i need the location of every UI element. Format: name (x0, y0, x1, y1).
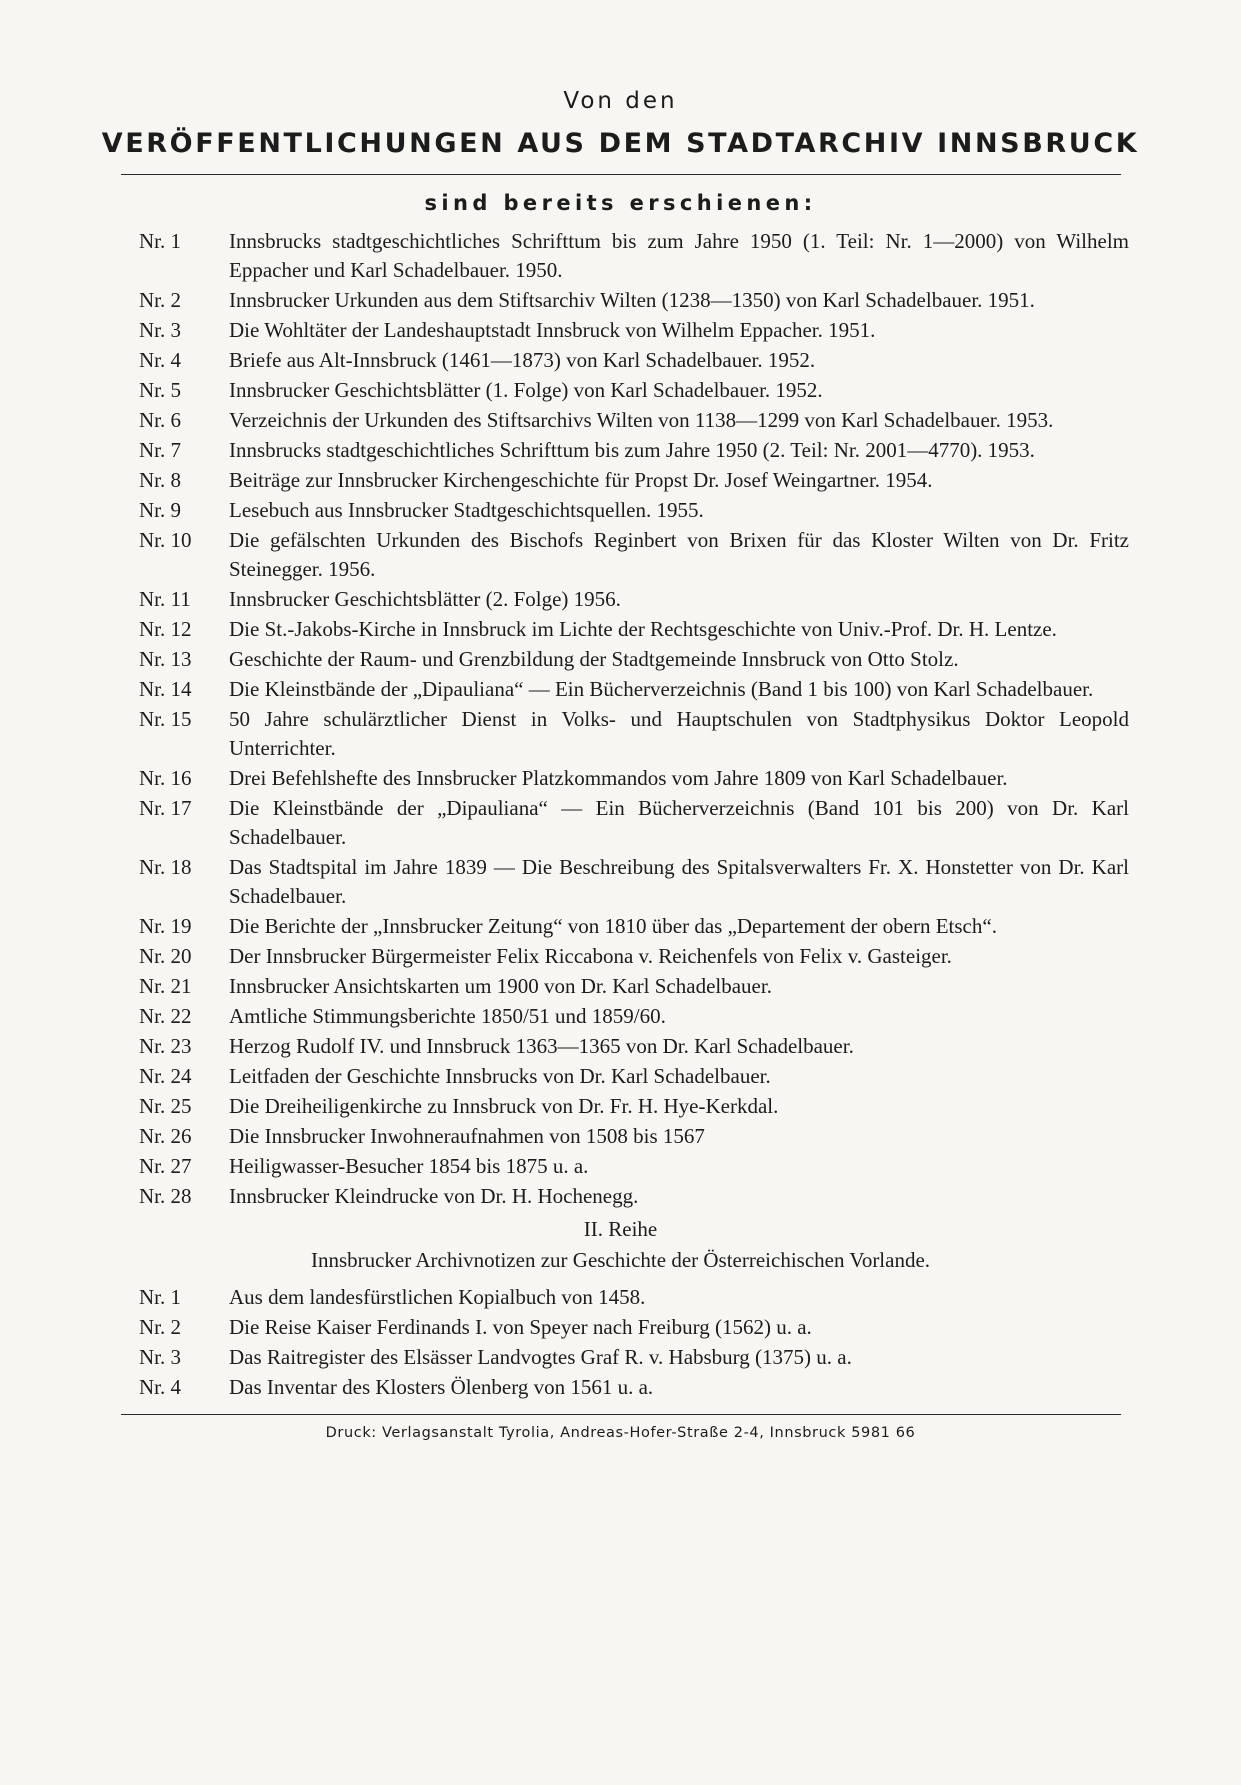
list-item (139, 1182, 1129, 1211)
entry-title: Die Reise Kaiser Ferdinands I. von Speyer nach Freiburg (1562) u. a. (229, 1315, 812, 1339)
entry-number: Nr. 24 (139, 1064, 192, 1088)
list-item (139, 764, 1129, 793)
list-item (139, 585, 1129, 614)
list-item (139, 1373, 1129, 1402)
entry-number: Nr. 1 (139, 229, 181, 253)
entry-number: Nr. 4 (139, 1375, 181, 1399)
entry-title: Heiligwasser-Besucher 1854 bis 1875 u. a. (229, 1154, 589, 1178)
entry-number: Nr. 23 (139, 1034, 192, 1058)
entry-number: Nr. 20 (139, 944, 192, 968)
list-item (139, 376, 1129, 405)
entry-number: Nr. 27 (139, 1154, 192, 1178)
entry-number: Nr. 28 (139, 1184, 192, 1208)
entry-number: Nr. 9 (139, 498, 181, 522)
list-item (139, 1343, 1129, 1372)
list-item (139, 675, 1129, 704)
list-item (139, 1002, 1129, 1031)
series-2-subheading: Innsbrucker Archivnotizen zur Geschichte der Österreichischen Vorlande. (310, 1248, 931, 1272)
entry-title: Innsbrucker Ansichtskarten um 1900 von Dr. Karl Schadelbauer. (229, 974, 772, 998)
entry-number: Nr. 12 (139, 617, 192, 641)
entry-title: Das Inventar des Klosters Ölenberg von 1561 u. a. (229, 1375, 654, 1399)
entry-title: Die St.-Jakobs-Kirche in Innsbruck im Lichte der Rechtsgeschichte von Univ.-Prof. Dr. H. Lentze. (229, 617, 1057, 641)
entry-title: Innsbrucks stadtgeschichtliches Schrifttum bis zum Jahre 1950 (2. Teil: Nr. 2001—4770). 1953. (229, 438, 1035, 462)
list-item (139, 615, 1129, 644)
entry-title: Die Berichte der „Innsbrucker Zeitung“ von 1810 über das „Departement der obern Etsch“. (229, 914, 997, 938)
list-item (139, 496, 1129, 525)
list-item (139, 227, 1129, 285)
entry-title: Lesebuch aus Innsbrucker Stadtgeschichtsquellen. 1955. (229, 498, 704, 522)
list-item (139, 645, 1129, 674)
entry-title: Beiträge zur Innsbrucker Kirchengeschichte für Propst Dr. Josef Weingartner. 1954. (229, 468, 933, 492)
entry-number: Nr. 19 (139, 914, 192, 938)
page-title: VERÖFFENTLICHUNGEN AUS DEM STADTARCHIV INNSBRUCK (101, 128, 1140, 159)
list-item (139, 346, 1129, 375)
entry-title: Drei Befehlshefte des Innsbrucker Platzkommandos vom Jahre 1809 von Karl Schadelbauer. (229, 766, 1008, 790)
entry-number: Nr. 2 (139, 288, 181, 312)
entry-number: Nr. 8 (139, 468, 181, 492)
bottom-divider (121, 1414, 1121, 1415)
pretitle: Von den (563, 88, 678, 114)
entry-title: Innsbrucker Geschichtsblätter (2. Folge) 1956. (229, 587, 621, 611)
entry-title: Aus dem landesfürstlichen Kopialbuch von 1458. (229, 1285, 646, 1309)
entry-title: 50 Jahre schulärztlicher Dienst in Volks- und Hauptschulen von Stadtphysikus Doktor Leopold Unterrichter. (229, 707, 1129, 760)
list-item (139, 912, 1129, 941)
entry-title: Geschichte der Raum- und Grenzbildung der Stadtgemeinde Innsbruck von Otto Stolz. (229, 647, 959, 671)
list-item (139, 1152, 1129, 1181)
entry-number: Nr. 5 (139, 378, 181, 402)
list-item (139, 436, 1129, 465)
entry-number: Nr. 4 (139, 348, 181, 372)
entry-title: Das Stadtspital im Jahre 1839 — Die Beschreibung des Spitalsverwalters Fr. X. Honstetter von Dr. Karl Schadelbauer. (229, 855, 1129, 908)
entry-number: Nr. 21 (139, 974, 192, 998)
entry-title: Leitfaden der Geschichte Innsbrucks von Dr. Karl Schadelbauer. (229, 1064, 771, 1088)
entry-number: Nr. 14 (139, 677, 192, 701)
list-item (139, 1032, 1129, 1061)
entry-number: Nr. 16 (139, 766, 192, 790)
entry-title: Die Kleinstbände der „Dipauliana“ — Ein Bücherverzeichnis (Band 1 bis 100) von Karl Schadelbauer. (229, 677, 1094, 701)
entry-title: Briefe aus Alt-Innsbruck (1461—1873) von Karl Schadelbauer. 1952. (229, 348, 816, 372)
entry-title: Die Innsbrucker Inwohneraufnahmen von 1508 bis 1567 (229, 1124, 705, 1148)
entry-number: Nr. 6 (139, 408, 181, 432)
entry-title: Der Innsbrucker Bürgermeister Felix Riccabona v. Reichenfels von Felix v. Gasteiger. (229, 944, 952, 968)
entry-number: Nr. 3 (139, 318, 181, 342)
series-2-list (139, 1283, 1129, 1402)
entry-number: Nr. 10 (139, 528, 192, 552)
entry-number: Nr. 18 (139, 855, 192, 879)
list-item (139, 316, 1129, 345)
entry-title: Amtliche Stimmungsberichte 1850/51 und 1859/60. (229, 1004, 666, 1028)
list-item (139, 466, 1129, 495)
entry-number: Nr. 22 (139, 1004, 192, 1028)
subtitle: sind bereits erschienen: (424, 191, 817, 215)
entry-number: Nr. 7 (139, 438, 181, 462)
list-item (139, 794, 1129, 852)
entry-number: Nr. 25 (139, 1094, 192, 1118)
list-item (139, 1313, 1129, 1342)
entry-title: Die Kleinstbände der „Dipauliana“ — Ein Bücherverzeichnis (Band 101 bis 200) von Dr. Karl Schadelbauer. (229, 796, 1129, 849)
list-item (139, 526, 1129, 584)
printer-footer: Druck: Verlagsanstalt Tyrolia, Andreas-Hofer-Straße 2-4, Innsbruck 5981 66 (325, 1425, 916, 1441)
list-item (139, 1122, 1129, 1151)
list-item (139, 286, 1129, 315)
series-2-heading: II. Reihe (583, 1217, 658, 1241)
list-item (139, 1092, 1129, 1121)
entry-title: Verzeichnis der Urkunden des Stiftsarchivs Wilten von 1138—1299 von Karl Schadelbauer. 1953. (229, 408, 1054, 432)
list-item (139, 942, 1129, 971)
list-item (139, 1062, 1129, 1091)
entry-title: Die Wohltäter der Landeshauptstadt Innsbruck von Wilhelm Eppacher. 1951. (229, 318, 876, 342)
entry-title: Herzog Rudolf IV. und Innsbruck 1363—1365 von Dr. Karl Schadelbauer. (229, 1034, 854, 1058)
entry-number: Nr. 15 (139, 707, 192, 731)
entry-title: Das Raitregister des Elsässer Landvogtes Graf R. v. Habsburg (1375) u. a. (229, 1345, 852, 1369)
top-divider (121, 174, 1121, 175)
entry-number: Nr. 3 (139, 1345, 181, 1369)
list-item (139, 705, 1129, 763)
list-item (139, 1283, 1129, 1312)
entry-number: Nr. 1 (139, 1285, 181, 1309)
entry-title: Innsbrucker Kleindrucke von Dr. H. Hochenegg. (229, 1184, 639, 1208)
entry-title: Die Dreiheiligenkirche zu Innsbruck von Dr. Fr. H. Hye-Kerkdal. (229, 1094, 779, 1118)
entry-number: Nr. 13 (139, 647, 192, 671)
entry-title: Die gefälschten Urkunden des Bischofs Reginbert von Brixen für das Kloster Wilten von Dr. Fritz Steinegger. 1956. (229, 528, 1129, 581)
entry-title: Innsbrucker Geschichtsblätter (1. Folge) von Karl Schadelbauer. 1952. (229, 378, 823, 402)
entry-number: Nr. 2 (139, 1315, 181, 1339)
series-1-list (139, 227, 1129, 1211)
entry-title: Innsbrucks stadtgeschichtliches Schrifttum bis zum Jahre 1950 (1. Teil: Nr. 1—2000) von Wilhelm Eppacher und Karl Schadelbauer. 1950. (229, 229, 1129, 282)
entry-title: Innsbrucker Urkunden aus dem Stiftsarchiv Wilten (1238—1350) von Karl Schadelbauer. 1951. (229, 288, 1035, 312)
entry-number: Nr. 17 (139, 796, 192, 820)
entry-number: Nr. 26 (139, 1124, 192, 1148)
list-item (139, 406, 1129, 435)
list-item (139, 853, 1129, 911)
list-item (139, 972, 1129, 1001)
entry-number: Nr. 11 (139, 587, 191, 611)
